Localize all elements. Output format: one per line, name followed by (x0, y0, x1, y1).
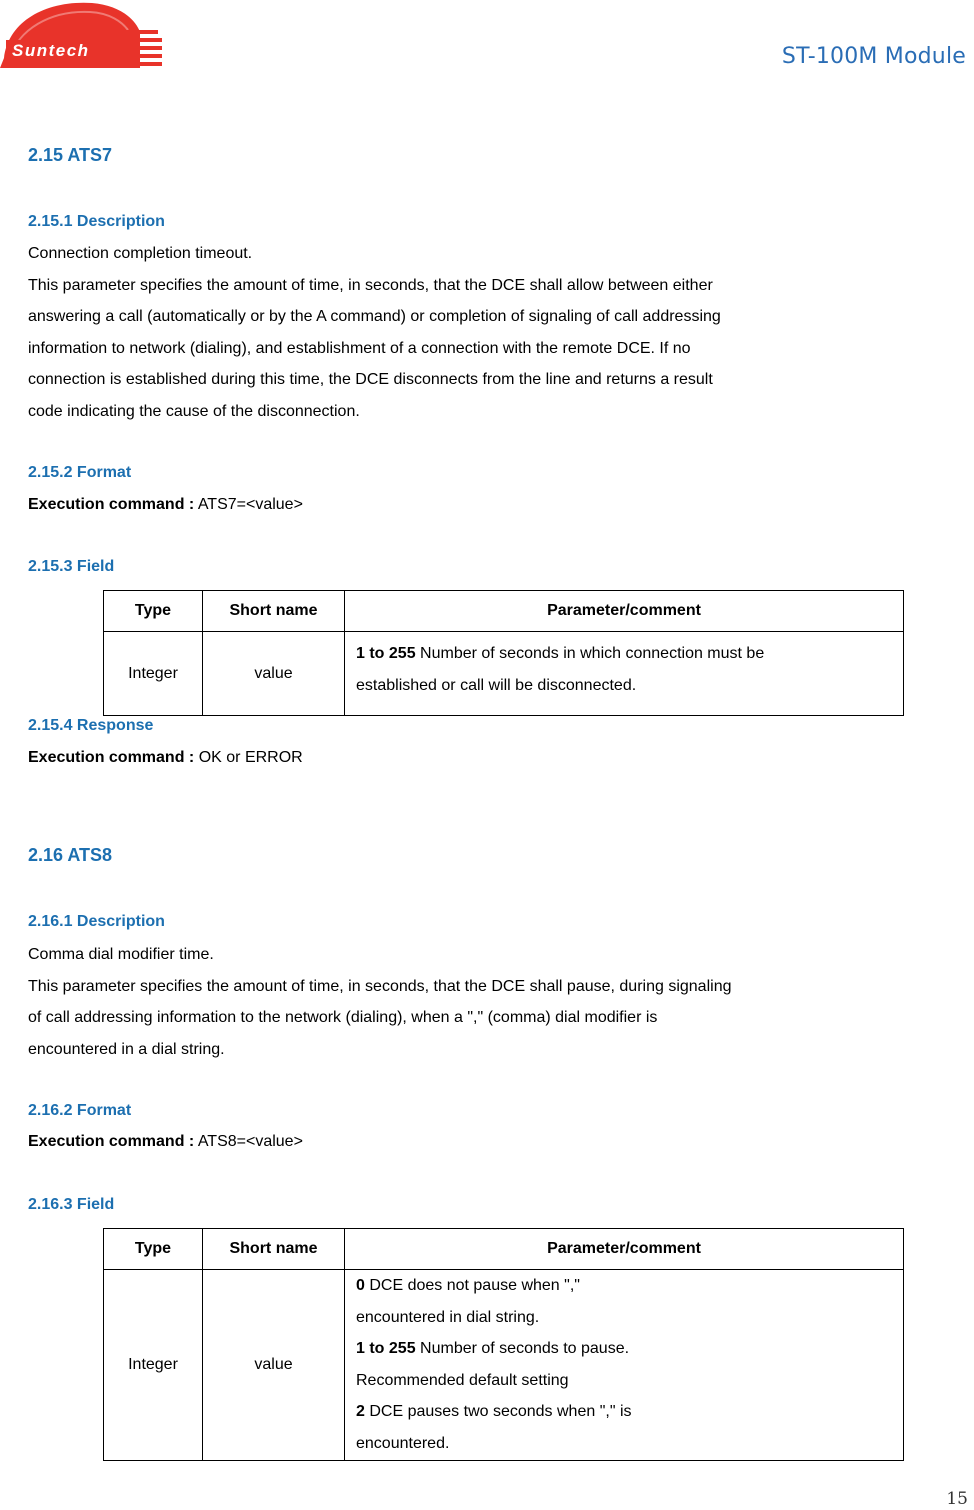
description-heading-ats7: 2.15.1 Description (28, 213, 165, 230)
description-line: This parameter specifies the amount of time, in seconds, that the DCE shall pause, during signaling (28, 977, 732, 995)
comment-line: encountered in dial string. (356, 1308, 540, 1326)
logo-wordmark: Suntech (12, 41, 90, 60)
table-header-row (104, 1229, 904, 1270)
module-title: ST-100M Module (781, 44, 966, 69)
description-line: encountered in a dial string. (28, 1040, 225, 1058)
description-line: code indicating the cause of the disconnection. (28, 402, 360, 420)
field-heading-ats8: 2.16.3 Field (28, 1196, 115, 1213)
field-heading-ats7: 2.15.3 Field (28, 558, 115, 575)
column-header-type: Type (104, 1229, 203, 1270)
response-heading-ats7: 2.15.4 Response (28, 717, 154, 734)
description-line: connection is established during this time, the DCE disconnects from the line and returns a result (28, 371, 713, 388)
description-text-ats7 (28, 238, 721, 427)
format-value: ATS7=<value> (197, 496, 303, 513)
section-title-ats7: 2.15 ATS7 (28, 145, 113, 165)
response-command-ats7 (28, 749, 303, 767)
description-line: Comma dial modifier time. (28, 946, 214, 963)
table-header-row (104, 591, 904, 632)
format-command-ats7 (28, 496, 303, 514)
comment-line: 1 to 255 Number of seconds in which connection must be (356, 645, 765, 662)
comment-line: 1 to 255 Number of seconds to pause. (356, 1340, 630, 1357)
format-heading-ats7: 2.15.2 Format (28, 464, 132, 481)
format-heading-ats8: 2.16.2 Format (28, 1102, 132, 1119)
description-text-ats8 (28, 939, 731, 1065)
format-label: Execution command : (28, 1133, 195, 1150)
cell-comment (345, 632, 904, 716)
format-command-ats8 (28, 1133, 303, 1151)
field-table-ats8 (103, 1228, 904, 1461)
comment-line: established or call will be disconnected. (356, 676, 637, 694)
cell-type: Integer (104, 1270, 203, 1461)
cell-short-name: value (203, 1270, 345, 1461)
format-value: ATS8=<value> (197, 1133, 303, 1150)
column-header-short-name: Short name (203, 1229, 345, 1270)
cell-type: Integer (104, 632, 203, 716)
description-line: information to network (dialing), and establishment of a connection with the remote DCE. If no (28, 339, 691, 357)
comment-line: 2 DCE pauses two seconds when "," is (356, 1403, 632, 1420)
table-row (104, 632, 904, 716)
comment-line: 0 DCE does not pause when "," (356, 1277, 580, 1294)
field-table-ats7 (103, 590, 904, 716)
section-title-ats8: 2.16 ATS8 (28, 845, 113, 865)
column-header-parameter-comment: Parameter/comment (345, 591, 904, 632)
comment-line: Recommended default setting (356, 1371, 569, 1389)
response-label: Execution command : (28, 749, 195, 766)
response-value: OK or ERROR (198, 749, 303, 766)
description-line: Connection completion timeout. (28, 245, 253, 262)
cell-short-name: value (203, 632, 345, 716)
page-number: 15 (946, 1489, 968, 1509)
comment-line: encountered. (356, 1434, 450, 1452)
description-line: answering a call (automatically or by the A command) or completion of signaling of call addressing (28, 308, 721, 325)
column-header-parameter-comment: Parameter/comment (345, 1229, 904, 1270)
description-line: of call addressing information to the network (dialing), when a "," (comma) dial modifier is (28, 1009, 658, 1026)
description-heading-ats8: 2.16.1 Description (28, 913, 165, 930)
description-line: This parameter specifies the amount of time, in seconds, that the DCE shall allow between either (28, 276, 713, 294)
cell-comment (345, 1270, 904, 1461)
table-row (104, 1270, 904, 1461)
format-label: Execution command : (28, 496, 195, 513)
column-header-short-name: Short name (203, 591, 345, 632)
column-header-type: Type (104, 591, 203, 632)
